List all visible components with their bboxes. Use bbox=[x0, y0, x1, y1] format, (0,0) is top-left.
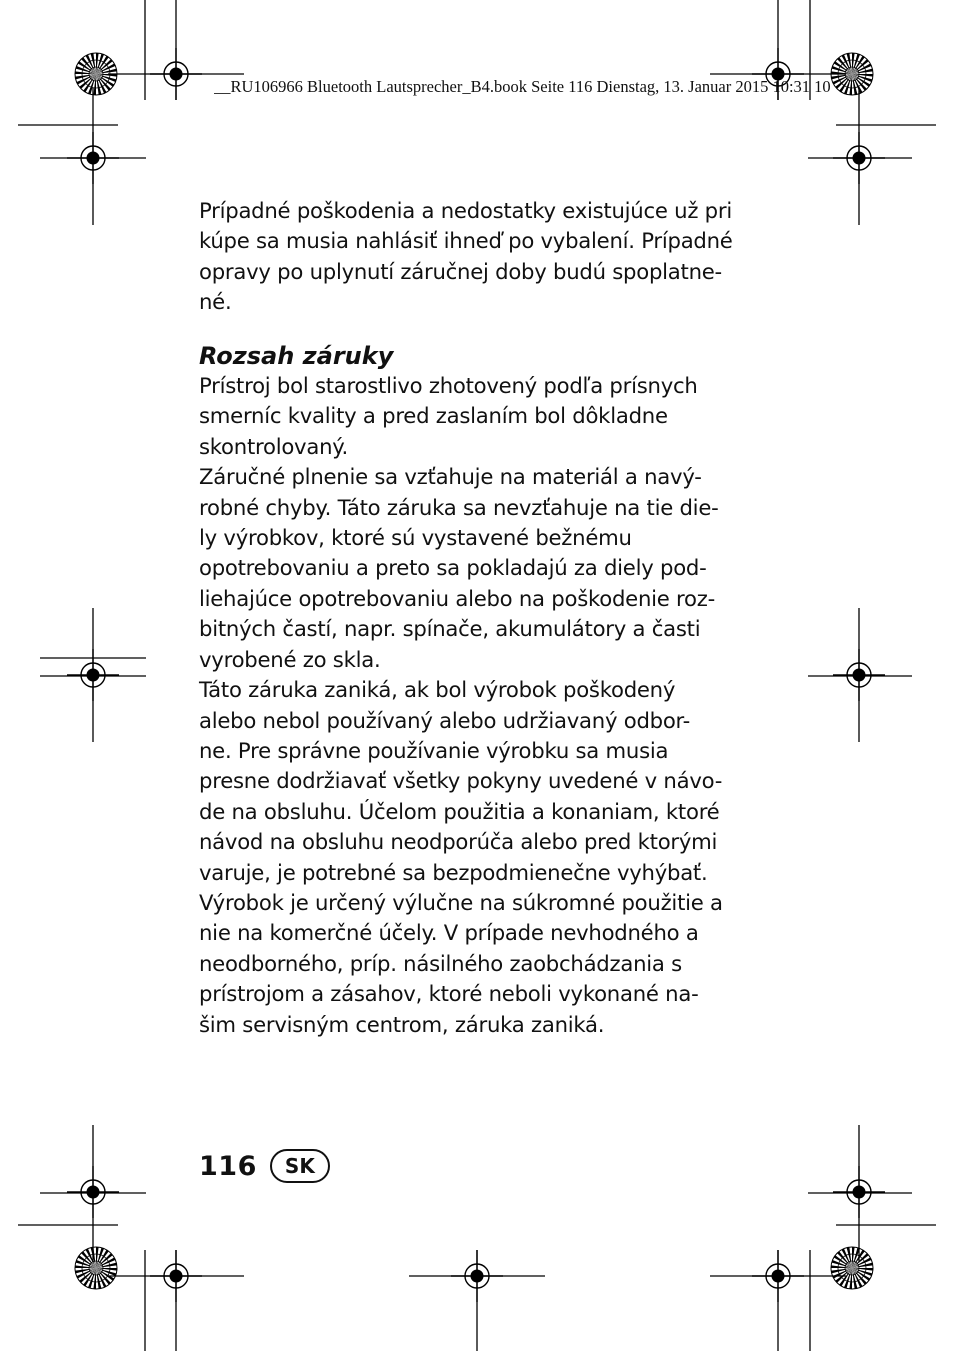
text-line: Prístroj bol starostlivo zhotovený podľa prísnych bbox=[199, 373, 698, 399]
text-line: ly výrobkov, ktoré sú vystavené bežnému bbox=[199, 525, 632, 551]
text-line: opravy po uplynutí záručnej doby budú spoplatne- bbox=[199, 258, 722, 284]
text-line: alebo nebol používaný alebo udržiavaný odbor- bbox=[199, 707, 691, 733]
text-line: Táto záruka zaniká, ak bol výrobok poškodený bbox=[199, 677, 676, 703]
text-line: varuje, je potrebné sa bezpodmienečne vyhýbať. bbox=[199, 859, 708, 885]
page-number: 116 bbox=[199, 1150, 257, 1182]
section-body bbox=[199, 371, 739, 1040]
page-content bbox=[199, 196, 739, 1040]
intro-paragraph bbox=[199, 196, 739, 318]
text-line: prístrojom a zásahov, ktoré neboli vykonané na- bbox=[199, 981, 699, 1007]
text-line: kúpe sa musia nahlásiť ihneď po vybalení. Prípadné bbox=[199, 228, 733, 254]
star-target-bottom-left bbox=[75, 1247, 117, 1289]
text-line: liehajúce opotrebovaniu alebo na poškodenie roz- bbox=[199, 585, 716, 611]
page-footer bbox=[199, 1146, 330, 1186]
language-badge: SK bbox=[270, 1149, 330, 1183]
text-line: smerníc kvality a pred zaslaním bol dôkladne bbox=[199, 403, 668, 429]
text-line: de na obsluhu. Účelom použitia a konaniam, ktoré bbox=[199, 798, 720, 824]
text-line: Záručné plnenie sa vzťahuje na materiál a navý- bbox=[199, 464, 702, 490]
text-line: vyrobené zo skla. bbox=[199, 646, 381, 672]
star-target-bottom-right bbox=[831, 1247, 873, 1289]
text-line: Prípadné poškodenia a nedostatky existujúce už pri bbox=[199, 198, 732, 223]
text-line: né. bbox=[199, 289, 232, 315]
text-line: návod na obsluhu neodporúča alebo pred ktorými bbox=[199, 829, 718, 855]
text-line: presne dodržiavať všetky pokyny uvedené v návo- bbox=[199, 768, 723, 794]
section-heading: Rozsah záruky bbox=[199, 341, 394, 370]
text-line: opotrebovaniu a preto sa pokladajú za diely pod- bbox=[199, 555, 707, 581]
text-line: robné chyby. Táto záruka sa nevzťahuje na tie die- bbox=[199, 494, 719, 520]
text-line: skontrolovaný. bbox=[199, 433, 349, 459]
print-slug-header: __RU106966 Bluetooth Lautsprecher_B4.book Seite 116 Dienstag, 13. Januar 2015 10:31 10 bbox=[214, 77, 831, 96]
text-line: šim servisným centrom, záruka zaniká. bbox=[199, 1011, 605, 1037]
text-line: neodborného, príp. násilného zaobchádzania s bbox=[199, 950, 682, 976]
text-line: nie na komerčné účely. V prípade nevhodného a bbox=[199, 920, 699, 946]
text-line: bitných častí, napr. spínače, akumulátory a časti bbox=[199, 616, 701, 642]
text-line: Výrobok je určený výlučne na súkromné použitie a bbox=[199, 889, 723, 915]
text-line: ne. Pre správne používanie výrobku sa musia bbox=[199, 737, 669, 763]
